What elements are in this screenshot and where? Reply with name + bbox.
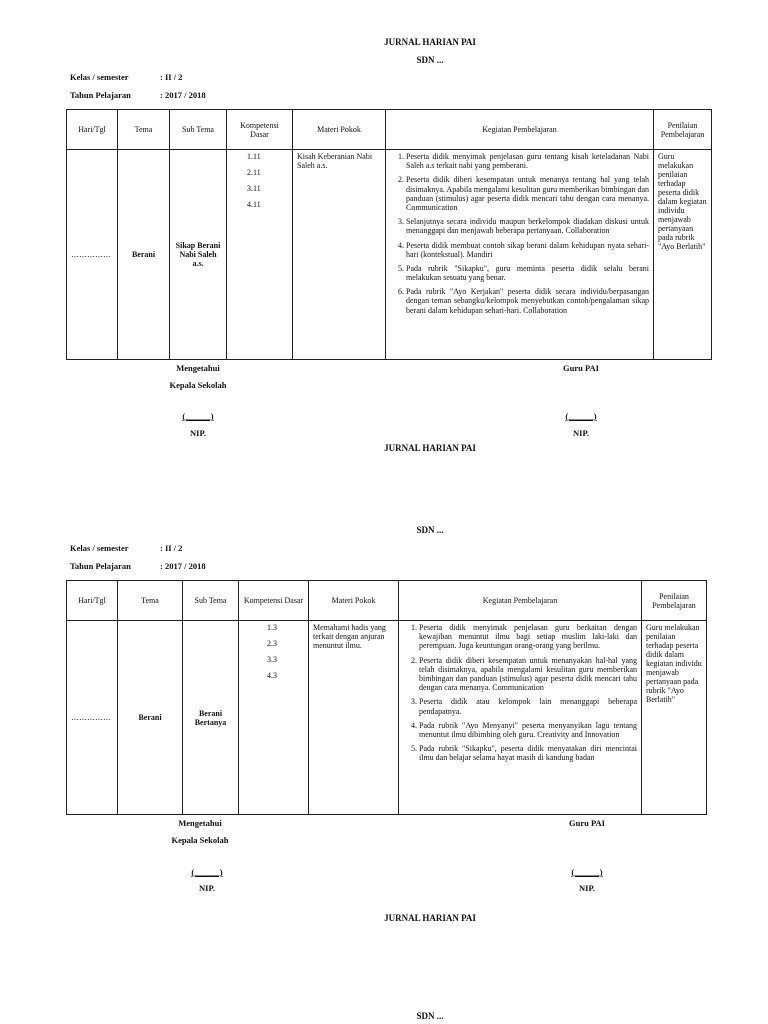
kd-item: 4.3: [267, 671, 277, 680]
kd-item: 3.11: [247, 184, 261, 193]
kegiatan-list: [403, 623, 637, 762]
header-kd: Kompetensi Dasar: [239, 581, 309, 621]
header-tema: Tema: [118, 110, 170, 150]
class-value: : II / 2: [160, 72, 183, 82]
header-penilaian: Penilaian Pembelajaran: [642, 581, 707, 621]
cell-materi: Memahami hadis yang terkait dengan anjuran menuntut ilmu.: [309, 621, 399, 815]
cell-penilaian: Guru melakukan penilaian terhadap peserta didik dalam kegiatan individu menjawab pertanyaan pada rubrik "Ayo Berlatih": [642, 621, 707, 815]
year-info: [70, 561, 270, 573]
header-hari: Hari/Tgl: [67, 581, 118, 621]
header-kegiatan: Kegiatan Pembelajaran: [386, 110, 654, 150]
list-item: 6. Pada rubrik "Ayo Kerjakan" peserta didik secara individu/berpasangan dengan teman sebangku/kelompok menyebutkan contoh/pengalaman sikap berani dalam kehidupan sehari-hari. Collaboration: [406, 287, 649, 315]
header-penilaian: Penilaian Pembelajaran: [654, 110, 712, 150]
header-hari: Hari/Tgl: [67, 110, 118, 150]
table-row: [67, 621, 707, 815]
sign-right-nip: NIP.: [573, 428, 589, 438]
school-name: SDN ...: [416, 55, 444, 65]
cell-date: ……………: [67, 621, 118, 815]
journal-table: [66, 580, 707, 815]
year-value: : 2017 / 2018: [160, 90, 206, 100]
year-label: Tahun Pelajaran: [70, 90, 131, 100]
sign-left-nip: NIP.: [199, 883, 215, 893]
journal-table: [66, 109, 712, 360]
sign-right-role: Guru PAI: [563, 363, 599, 373]
kd-item: 4.11: [247, 200, 261, 209]
journal-title: JURNAL HARIAN PAI: [384, 37, 476, 47]
sign-right-name: (______): [565, 411, 597, 421]
cell-tema: Berani: [118, 150, 170, 360]
list-item: 5. Pada rubrik "Sikapku", peserta didik menyatakan diri mencintai ilmu dan belajar selama hayat masih di kandung badan: [419, 744, 637, 762]
list-item: 3. Selanjutnya secara individu maupun berkelompok diadakan diskusi untuk menanggapi dan menjawab beberapa pertanyaan. Collaboration: [406, 217, 649, 235]
sign-left-name: (______): [191, 867, 223, 877]
cell-penilaian: Guru melakukan penilaian terhadap peserta didik dalam kegiatan individu menjawab pertanyaan pada rubrik "Ayo Berlatih": [654, 150, 712, 360]
sign-right-name: (______): [571, 867, 603, 877]
cell-kd: [227, 150, 293, 360]
list-item: 2. Peserta didik diberi kesempatan untuk menanya tentang hal yang telah disimaknya. Apabila mengalami kesulitan guru memberikan bimbingan dan panduan (stimulus) agar peserta didik mencari tahu dengan cara menanya. Communication: [406, 175, 649, 212]
list-item: 3. Peserta didik atau kelompok lain menanggapi beberapa pendapatnya.: [419, 697, 637, 715]
sign-left-role: Kepala Sekolah: [171, 835, 229, 845]
table-header-row: [67, 110, 712, 150]
class-value: : II / 2: [160, 543, 183, 553]
sign-left-title: Mengetahui: [176, 363, 220, 373]
kd-item: 3.3: [267, 655, 277, 664]
cell-kd: [239, 621, 309, 815]
journal-title: JURNAL HARIAN PAI: [384, 913, 476, 923]
sign-right-nip: NIP.: [579, 883, 595, 893]
sign-left-role: Kepala Sekolah: [169, 380, 227, 390]
cell-subtema: Berani Bertanya: [183, 621, 239, 815]
cell-materi: Kisah Keberanian Nabi Saleh a.s.: [293, 150, 386, 360]
header-materi: Materi Pokok: [293, 110, 386, 150]
header-kegiatan: Kegiatan Pembelajaran: [399, 581, 642, 621]
list-item: 4. Pada rubrik "Ayo Menyanyi" peserta menyanyikan lagu tentang menuntut ilmu dibimbing oleh guru. Creativity and Innovation: [419, 721, 637, 739]
cell-subtema: Sikap Berani Nabi Saleh a.s.: [170, 150, 227, 360]
class-info: [70, 72, 270, 84]
sign-left-title: Mengetahui: [178, 818, 222, 828]
cell-tema: Berani: [118, 621, 183, 815]
cell-date: ……………: [67, 150, 118, 360]
kegiatan-list: [390, 152, 649, 315]
header-tema: Tema: [118, 581, 183, 621]
header-subtema: Sub Tema: [170, 110, 227, 150]
list-item: 1. Peserta didik menyimak penjelasan guru berkaitan dengan kewajiban menuntut ilmu bagi setiap muslim laki-laki dan perempuan. Juga keuntungan orang-orang yang berilmu.: [419, 623, 637, 651]
table-header-row: [67, 581, 707, 621]
journal-title: JURNAL HARIAN PAI: [384, 443, 476, 453]
sign-left-name: (______): [182, 411, 214, 421]
list-item: 1. Peserta didik menyimak penjelasan guru tentang kisah keteladanan Nabi Saleh a.s terkait nabi yang pemberani.: [406, 152, 649, 170]
kd-item: 1.11: [247, 152, 261, 161]
year-value: : 2017 / 2018: [160, 561, 206, 571]
kd-item: 2.11: [247, 168, 261, 177]
class-label: Kelas / semester: [70, 72, 129, 82]
list-item: 2. Peserta didik diberi kesempatan untuk menanyakan hal-hal yang telah disimaknya, apabila mengalami kesulitan guru memberikan bimbingan dan panduan (stimulus) agar peserta didik mencari tahu dengan cara menanya. Communication: [419, 656, 637, 693]
header-kd: Kompetensi Dasar: [227, 110, 293, 150]
class-label: Kelas / semester: [70, 543, 129, 553]
list-item: 5. Pada rubrik "Sikapku", guru meminta peserta didik selalu berani melakukan sesuatu yang benar.: [406, 264, 649, 282]
list-item: 4. Peserta didik membuat contoh sikap berani dalam kehidupan nyata sehari-hari (kontekstual). Mandiri: [406, 241, 649, 259]
year-info: [70, 90, 270, 102]
sign-left-nip: NIP.: [190, 428, 206, 438]
kd-item: 2.3: [267, 639, 277, 648]
year-label: Tahun Pelajaran: [70, 561, 131, 571]
school-name: SDN ...: [416, 525, 444, 535]
header-subtema: Sub Tema: [183, 581, 239, 621]
table-row: [67, 150, 712, 360]
sign-right-role: Guru PAI: [569, 818, 605, 828]
kd-item: 1.3: [267, 623, 277, 632]
header-materi: Materi Pokok: [309, 581, 399, 621]
cell-kegiatan: [399, 621, 642, 815]
class-info: [70, 543, 270, 555]
cell-kegiatan: [386, 150, 654, 360]
school-name: SDN ...: [416, 1011, 444, 1021]
